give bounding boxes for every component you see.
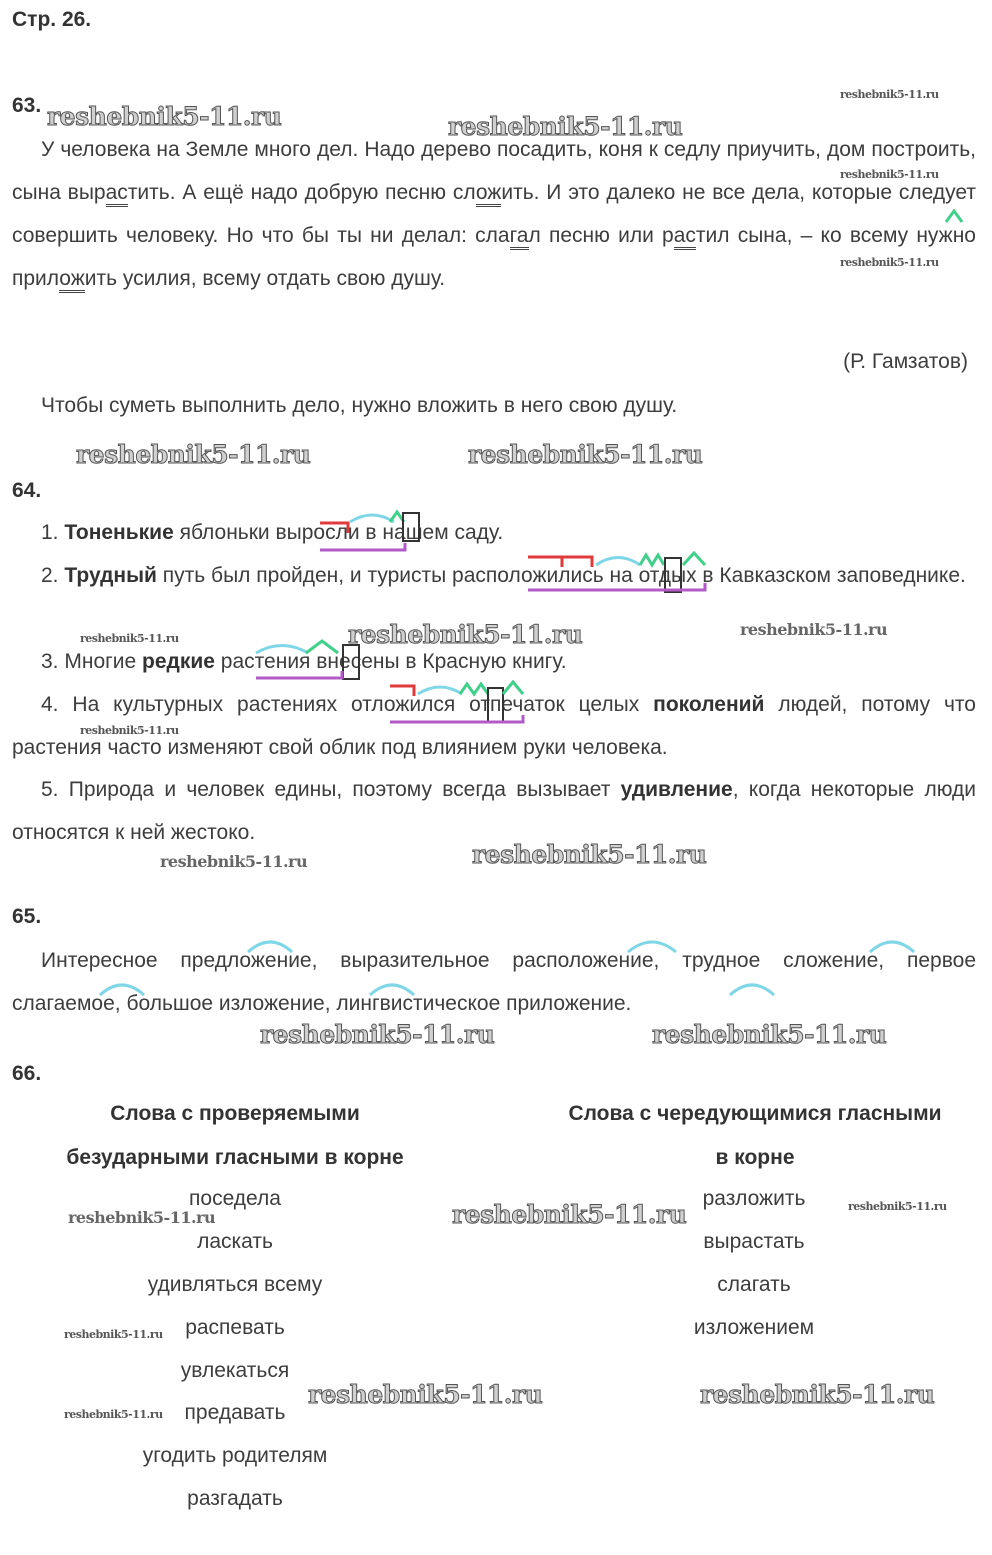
watermark: reshebnik5-11.ru	[700, 1380, 935, 1409]
watermark: reshebnik5-11.ru	[472, 840, 707, 869]
watermark: reshebnik5-11.ru	[64, 1328, 163, 1341]
right-word: вырастать	[703, 1230, 805, 1253]
watermark: reshebnik5-11.ru	[468, 440, 703, 469]
left-word: угодить родителям	[142, 1444, 328, 1467]
right-column-heading: Слова с чередующимися гласными в корне	[568, 1102, 942, 1169]
exercise-64-sentence-2: 2. Трудный путь был пройден, и туристы расположились на отдых в Кавказском заповеднике.	[41, 564, 966, 587]
watermark: reshebnik5-11.ru	[160, 852, 308, 871]
right-word: слагать	[717, 1273, 791, 1296]
exercise-64-number: 64.	[12, 479, 42, 502]
left-word: предавать	[184, 1401, 286, 1424]
watermark: reshebnik5-11.ru	[80, 724, 179, 737]
watermark: reshebnik5-11.ru	[840, 256, 939, 269]
left-word: удивляться всему	[147, 1273, 323, 1296]
watermark: reshebnik5-11.ru	[840, 88, 939, 101]
watermark: reshebnik5-11.ru	[64, 1408, 163, 1421]
left-column-heading: Слова с проверяемыми безударными гласными в корне	[66, 1102, 404, 1169]
right-word: изложением	[693, 1316, 815, 1339]
watermark: reshebnik5-11.ru	[308, 1380, 543, 1409]
watermark: reshebnik5-11.ru	[848, 1200, 947, 1213]
watermark: reshebnik5-11.ru	[47, 102, 282, 131]
exercise-64-sentence-1: 1. Тоненькие яблоньки выросли в нашем саду.	[41, 521, 504, 544]
exercise-65-text: Интересное предложение, выразительное расположение, трудное сложение, первое слагаемое, большое изложение, лингвистическое приложение.	[12, 949, 976, 1015]
exercise-64-sentence-4: 4. На культурных растениях отложился отпечаток целых поколений людей, потому что растения часто изменяют свой облик под влиянием руки человека.	[12, 693, 976, 759]
watermark: reshebnik5-11.ru	[348, 620, 583, 649]
watermark: reshebnik5-11.ru	[76, 440, 311, 469]
exercise-63-summary: Чтобы суметь выполнить дело, нужно вложить в него свою душу.	[41, 394, 678, 417]
stressed-root-2: ож	[476, 181, 502, 207]
exercise-63-text: У человека на Земле много дел. Надо дерево посадить, коня к седлу приучить, дом построить, сына вырастить. А ещё надо добрую песню сложить. И это далеко не все дела, которые следует совершить человеку. Но что бы ты ни делал: слагал песню или растил сына, – ко всему нужно приложить усилия, всему отдать свою душу.	[12, 128, 976, 300]
page-header: Стр. 26.	[12, 8, 92, 31]
watermark: reshebnik5-11.ru	[448, 112, 683, 141]
author-credit: (Р. Гамзатов)	[843, 350, 968, 373]
watermark: reshebnik5-11.ru	[652, 1020, 887, 1049]
watermark: reshebnik5-11.ru	[260, 1020, 495, 1049]
exercise-64-sentence-5: 5. Природа и человек едины, поэтому всегда вызывает удивление, когда некоторые люди относятся к ней жестоко.	[12, 778, 976, 844]
left-word: ласкать	[197, 1230, 273, 1253]
exercise-64-sentence-3: 3. Многие редкие растения внесены в Красную книгу.	[41, 650, 567, 673]
watermark: reshebnik5-11.ru	[452, 1200, 687, 1229]
exercise-63-number: 63.	[12, 94, 42, 117]
watermark: reshebnik5-11.ru	[68, 1208, 216, 1227]
stressed-root-4: ас	[674, 224, 696, 250]
watermark: reshebnik5-11.ru	[740, 620, 888, 639]
left-word: поседела	[189, 1187, 281, 1210]
stressed-root-3: га	[510, 224, 529, 250]
watermark: reshebnik5-11.ru	[80, 632, 179, 645]
stressed-root-5: ож	[59, 267, 85, 293]
stressed-root-1: ас	[106, 181, 128, 207]
exercise-66-number: 66.	[12, 1062, 42, 1085]
exercise-65-number: 65.	[12, 905, 42, 928]
left-word: распевать	[185, 1316, 285, 1339]
watermark: reshebnik5-11.ru	[840, 168, 939, 181]
right-word: разложить	[702, 1187, 806, 1210]
left-word: увлекаться	[180, 1359, 290, 1382]
left-word: разгадать	[187, 1487, 283, 1510]
